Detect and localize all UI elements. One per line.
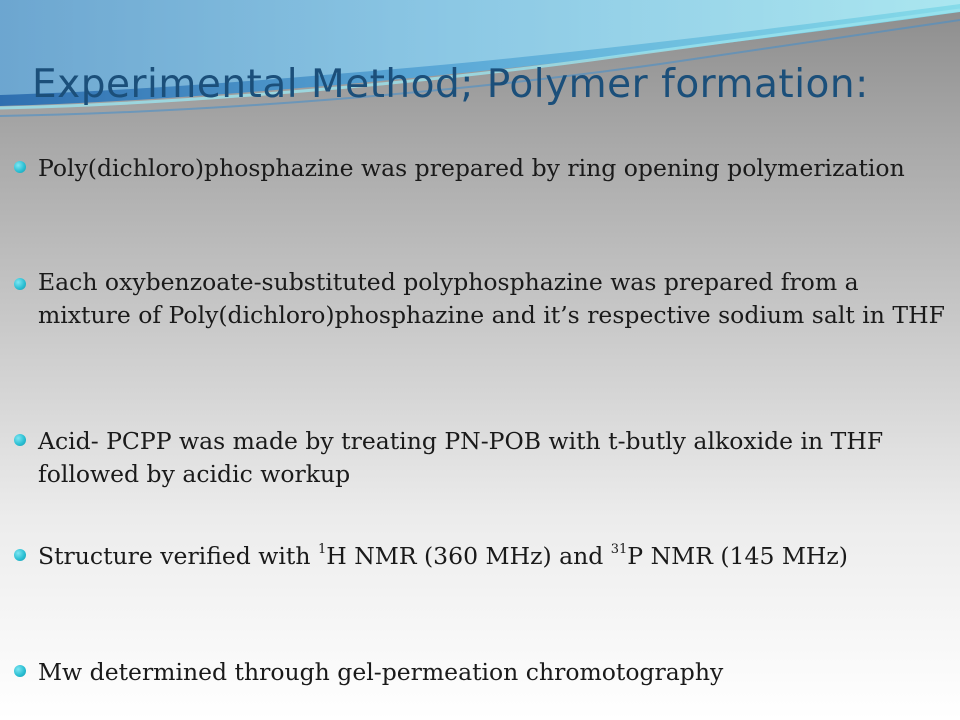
bullet-text-part: Structure verified with: [38, 542, 318, 570]
slide-title: Experimental Method; Polymer formation:: [32, 62, 869, 107]
bullet-dot-icon: [14, 161, 26, 173]
bullet-text: Each oxybenzoate-substituted polyphosphazine was prepared from a mixture of Poly(dichloro)phosphazine and it’s respective sodium salt in THF: [38, 268, 945, 329]
superscript-1: 1: [317, 542, 327, 558]
bullet-dot-icon: [14, 549, 26, 561]
bullet-dot-icon: [14, 278, 26, 290]
bullet-dot-icon: [14, 665, 26, 677]
bullet-text: Acid- PCPP was made by treating PN-POB with t-butly alkoxide in THF followed by acidic workup: [38, 427, 884, 488]
superscript-31: 31: [610, 542, 628, 558]
bullet-text-part: P NMR (145 MHz): [627, 542, 848, 570]
bullet-dot-icon: [14, 434, 26, 446]
bullet-text-part: H NMR (360 MHz) and: [326, 542, 611, 570]
bullet-text: [38, 540, 950, 573]
bullet-text: Mw determined through gel-permeation chromotography: [38, 658, 724, 686]
bullet-text: Poly(dichloro)phosphazine was prepared by ring opening polymerization: [38, 154, 905, 182]
